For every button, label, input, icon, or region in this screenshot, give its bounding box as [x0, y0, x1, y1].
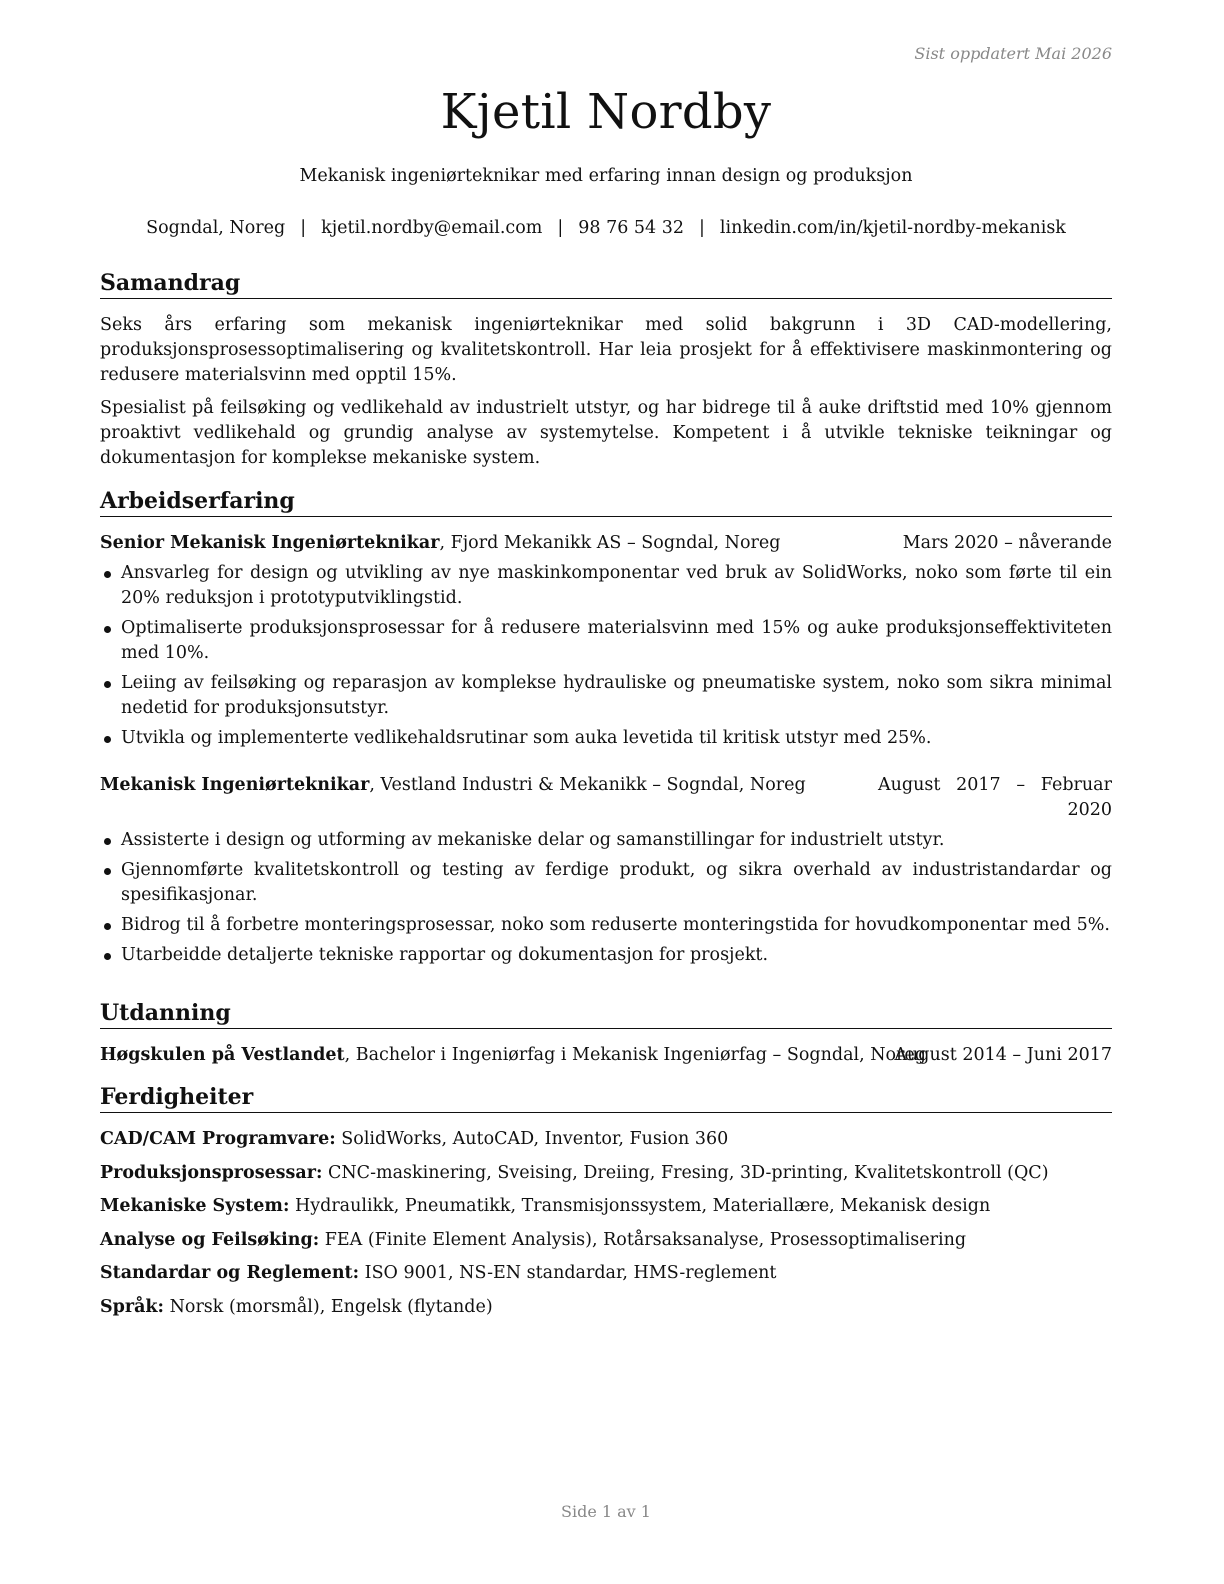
job-bullets — [100, 561, 1112, 751]
skill-value: FEA (Finite Element Analysis), Rotårsaksanalyse, Prosessoptimalisering — [319, 1229, 967, 1250]
job-date-line: 2020 — [1067, 800, 1112, 820]
school-name: Høgskulen på Vestlandet — [100, 1045, 345, 1065]
skill-value: SolidWorks, AutoCAD, Inventor, Fusion 360 — [335, 1129, 729, 1149]
list-item: Utarbeidde detaljerte tekniske rapportar og dokumentasjon for prosjekt. — [100, 943, 1112, 968]
separator: | — [300, 218, 307, 238]
page-number: Side 1 av 1 — [561, 1502, 651, 1521]
skills-section — [100, 1084, 1112, 1328]
skill-value: ISO 9001, NS-EN standardar, HMS-reglement — [359, 1263, 777, 1283]
list-item: Assisterte i design og utforming av mekaniske delar og samanstillingar for industrielt utstyr. — [100, 828, 1112, 853]
skill-value: CNC-maskinering, Sveising, Dreiing, Fresing, 3D-printing, Kvalitetskontroll (QC) — [322, 1162, 1049, 1183]
contact-location: Sogndal, Noreg — [146, 218, 286, 238]
list-item: Bidrog til å forbetre monteringsprosessar, noko som reduserte monteringstida for hovudkomponentar med 5%. — [100, 913, 1112, 938]
skill-value: Hydraulikk, Pneumatikk, Transmisjonssystem, Materiallære, Mekanisk design — [289, 1196, 991, 1216]
job-bullets — [100, 828, 1112, 968]
job-date-line: August 2017 – Februar — [878, 775, 1112, 795]
list-item — [100, 1161, 1112, 1186]
summary-section — [100, 270, 1112, 471]
job-company: , Fjord Mekanikk AS – Sogndal, Noreg — [439, 533, 781, 553]
list-item: Optimaliserte produksjonsprosessar for å redusere materialsvinn med 15% og auke produksjonseffektiviteten med 10%. — [100, 616, 1112, 666]
job-role: Senior Mekanisk Ingeniørteknikar — [100, 533, 440, 553]
candidate-name: Kjetil Nordby — [440, 84, 772, 140]
skill-label: Mekaniske System: — [100, 1196, 290, 1216]
section-title: Utdanning — [100, 1000, 1112, 1029]
list-item — [100, 1295, 1112, 1320]
summary-paragraph: Spesialist på feilsøking og vedlikehald av industrielt utstyr, og har bidrege til å auke driftstid med 10% gjennom proaktivt vedlikehald og grundig analyse av systemytelse. Kompetent i å utvikle tekniske teikningar og dokumentasjon for komplekse mekaniske system. — [100, 398, 1112, 468]
list-item — [100, 1261, 1112, 1286]
job-date — [878, 773, 1112, 823]
skill-label: Standardar og Reglement: — [100, 1263, 360, 1283]
tagline: Mekanisk ingeniørteknikar med erfaring innan design og produksjon — [299, 166, 913, 186]
skill-label: Språk: — [100, 1296, 165, 1317]
list-item: Ansvarleg for design og utvikling av nye maskinkomponentar ved bruk av SolidWorks, noko som førte til ein 20% reduksjon i prototyputviklingstid. — [100, 561, 1112, 611]
experience-section — [100, 488, 1112, 973]
summary-paragraph: Seks års erfaring som mekanisk ingeniørteknikar med solid bakgrunn i 3D CAD-modellering, produksjonsprosessoptimalisering og kvalitetskontroll. Har leia prosjekt for å effektivisere maskinmontering og redusere materialsvinn med opptil 15%. — [100, 315, 1112, 385]
skill-label: Produksjonsprosessar: — [100, 1162, 323, 1183]
skill-value: Norsk (morsmål), Engelsk (flytande) — [164, 1296, 493, 1317]
list-item — [100, 1228, 1112, 1253]
education-date: August 2014 – Juni 2017 — [894, 1045, 1112, 1065]
list-item: Gjennomførte kvalitetskontroll og testing av ferdige produkt, og sikra overhald av industristandardar og spesifikasjonar. — [100, 858, 1112, 908]
resume-page — [100, 0, 1112, 1584]
education-section — [100, 1000, 1112, 1068]
job-header — [100, 531, 1112, 556]
degree: , Bachelor i Ingeniørfag i Mekanisk Ingeniørfag – Sogndal, Noreg — [344, 1045, 926, 1065]
separator: | — [557, 218, 564, 238]
skill-label: Analyse og Feilsøking: — [100, 1229, 320, 1250]
job-header — [100, 773, 1112, 823]
job-role: Mekanisk Ingeniørteknikar — [100, 775, 370, 795]
contact-phone: 98 76 54 32 — [578, 218, 685, 238]
separator: | — [699, 218, 705, 238]
education-entry — [100, 1043, 1112, 1068]
contact-line — [100, 218, 1112, 238]
last-updated: Sist oppdatert Mai 2026 — [914, 44, 1112, 63]
section-title: Samandrag — [100, 270, 1112, 299]
list-item: Utvikla og implementerte vedlikehaldsrutinar som auka levetida til kritisk utstyr med 25%. — [100, 726, 1112, 751]
section-title: Ferdigheiter — [100, 1084, 1112, 1113]
list-item — [100, 1127, 1112, 1152]
list-item — [100, 1194, 1112, 1219]
list-item: Leiing av feilsøking og reparasjon av komplekse hydrauliske og pneumatiske system, noko som sikra minimal nedetid for produksjonsutstyr. — [100, 671, 1112, 721]
job-date: Mars 2020 – nåverande — [902, 533, 1112, 553]
job-company: , Vestland Industri & Mekanikk – Sogndal, Noreg — [369, 775, 806, 795]
contact-linkedin[interactable]: linkedin.com/in/kjetil-nordby-mekanisk — [719, 218, 1066, 238]
skills-list — [100, 1127, 1112, 1320]
section-title: Arbeidserfaring — [100, 488, 1112, 517]
contact-email[interactable]: kjetil.nordby@email.com — [321, 218, 543, 238]
skill-label: CAD/CAM Programvare: — [100, 1129, 336, 1149]
